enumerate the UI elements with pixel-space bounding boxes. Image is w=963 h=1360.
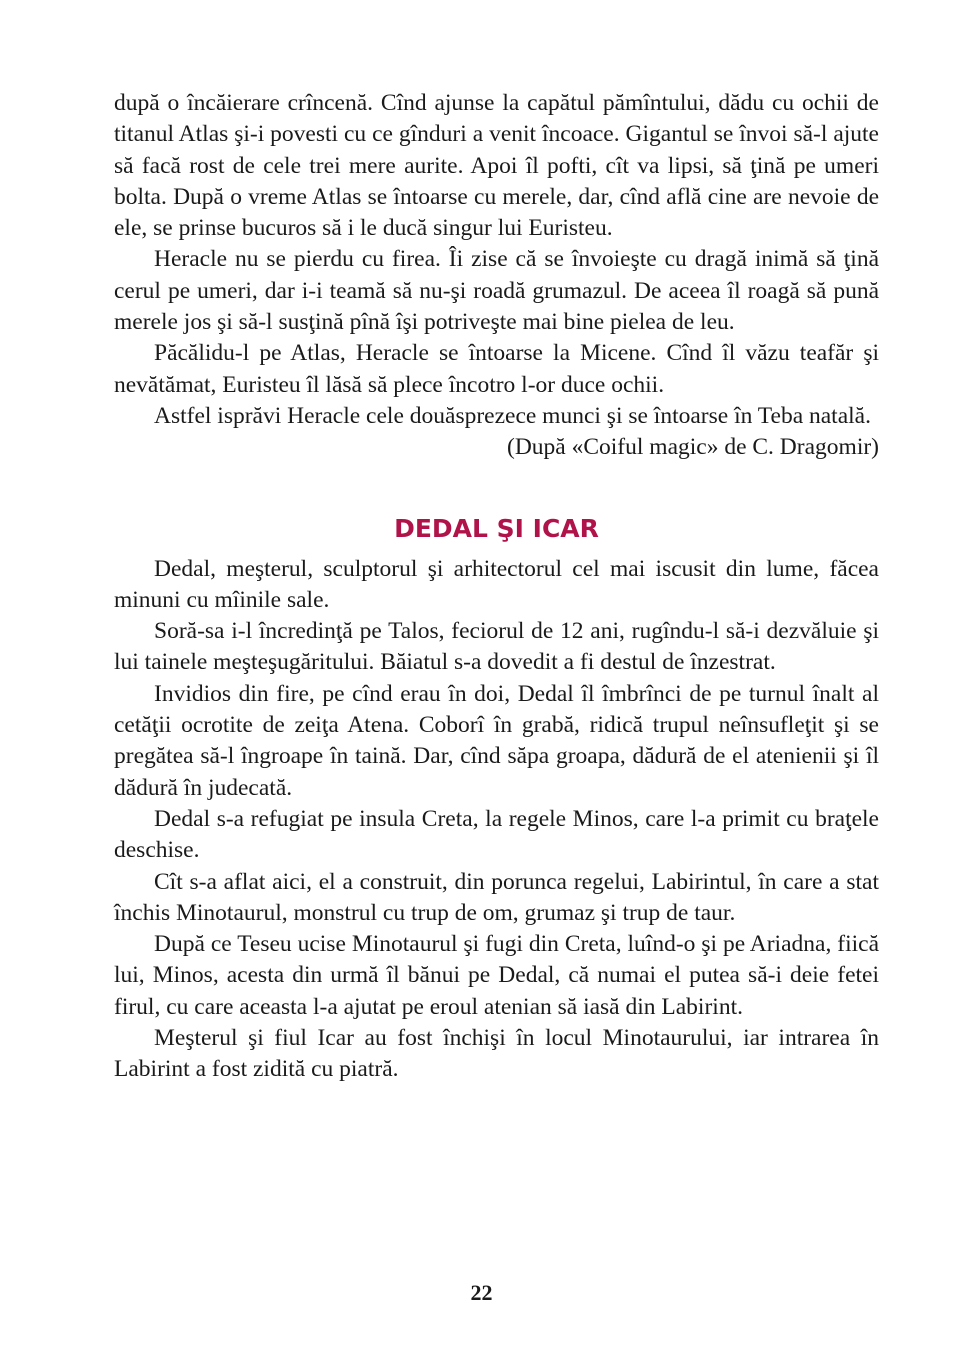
page-content [114, 88, 879, 1086]
chapter-title: DEDAL ŞI ICAR [394, 513, 599, 543]
source-attribution: (După «Coiful magic» de C. Dragomir) [507, 434, 879, 461]
chapter-paragraph: Meşterul şi fiul Icar au fost închişi în locul Minotaurului, iar intrarea în Labirint a fost zidită cu piatră. [114, 1025, 879, 1083]
page-number: 22 [470, 1280, 493, 1305]
chapter-paragraph: Soră-sa i-l încredinţă pe Talos, feciorul de 12 ani, rugîndu-l să-i dezvăluie şi lui tainele meşteşugăritului. Băiatul s-a dovedit a fi destul de înzestrat. [114, 618, 879, 676]
chapter-paragraph: Invidios din fire, pe cînd erau în doi, Dedal îl îmbrînci de pe turnul înalt al cetăţii ocrotite de zeiţa Atena. Coborî în grabă, ridică trupul neînsufleţit şi se pregătea să-l îngroape în taină. Dar, cînd săpa groapa, dădură de el atenienii şi îl dădură în judecată. [114, 680, 879, 801]
story-paragraph-continuation: după o încăierare crîncenă. Cînd ajunse la capătul pămîntului, dădu cu ochii de titanul Atlas şi-i povesti cu ce gînduri a venit încoace. Gigantul se învoi să-l ajute să facă rost de cele trei mere aurite. Apoi îl pofti, cît va lipsi, să ţină pe umeri bolta. După o vreme Atlas se întoarse cu merele, dar, cînd află cine are nevoie de ele, se prinse bucuros să i le ducă singur lui Euristeu. [114, 90, 879, 242]
chapter-paragraph: Dedal, meşterul, sculptorul şi arhitectorul cel mai iscusit din lume, făcea minuni cu mîinile sale. [114, 555, 879, 613]
chapter-paragraph: Dedal s-a refugiat pe insula Creta, la regele Minos, care l-a primit cu braţele deschise. [114, 805, 879, 864]
chapter-paragraph: Cît s-a aflat aici, el a construit, din porunca regelui, Labirintul, în care a stat închis Minotaurul, monstrul cu trup de om, grumaz şi trup de taur. [114, 868, 879, 926]
story-paragraph: Astfel isprăvi Heracle cele douăsprezece munci şi se întoarse în Teba natală. [154, 402, 871, 429]
story-paragraph: Heracle nu se pierdu cu firea. Îi zise că se învoieşte cu dragă inimă să ţină cerul pe umeri, dar i-i teamă să nu-şi roadă grumazul. De aceea îl roagă să pună merele jos şi să-l susţină pînă îşi potriveşte mai bine pielea de leu. [114, 246, 879, 336]
chapter-paragraph: După ce Teseu ucise Minotaurul şi fugi din Creta, luînd-o şi pe Ariadna, fiică lui, Minos, acesta din urmă îl bănui pe Dedal, că numai el putea să-i deie fetei firul, cu care aceasta l-a ajutat pe eroul atenian să iasă din Labirint. [114, 931, 879, 1020]
story-paragraph: Păcălidu-l pe Atlas, Heracle se întoarse la Micene. Cînd îl văzu teafăr şi nevătămat, Euristeu îl lăsă să plece încotro l-or duce ochii. [114, 340, 879, 398]
